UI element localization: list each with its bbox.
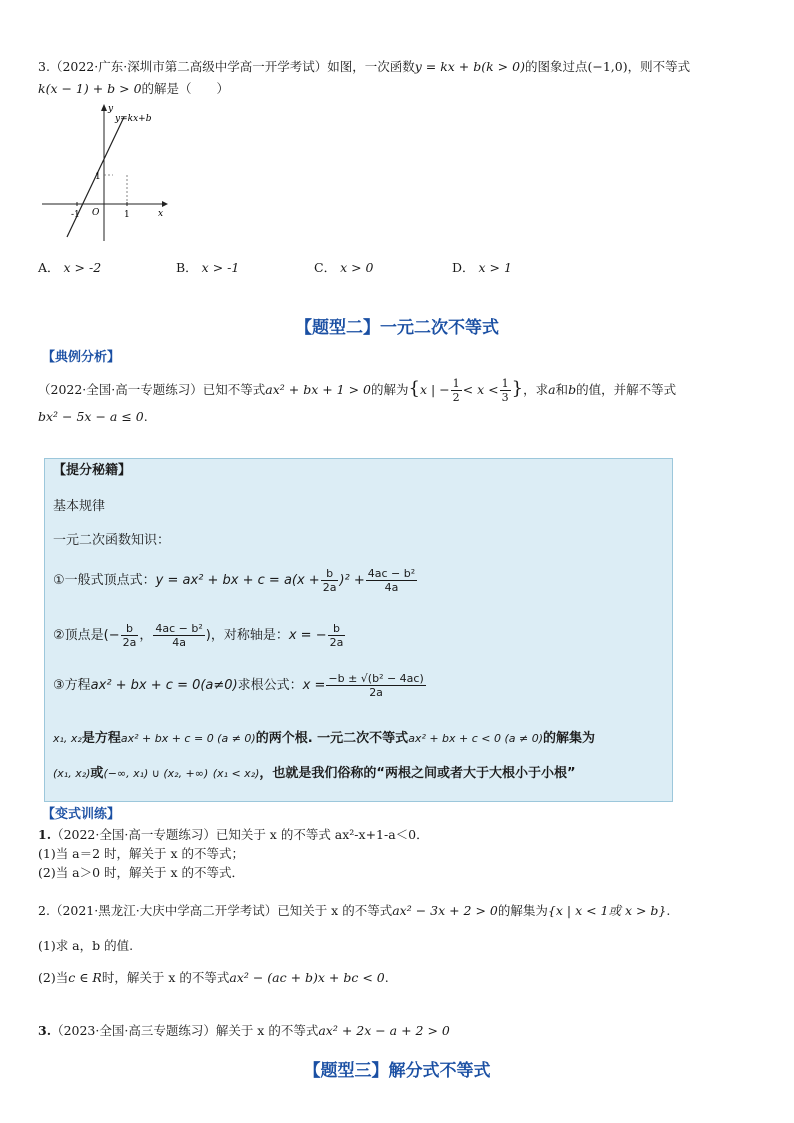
p2-s2-cond: c ∈ R [68,970,102,985]
option-c[interactable] [314,258,374,276]
q3-line1 [38,58,690,76]
tips-knowledge: 一元二次函数知识： [53,533,171,548]
p1-text: 已知关于 x 的不等式 ax²-x+1-a＜0． [215,827,429,842]
frac-den: 4a [384,581,399,594]
l1-expr: y = ax² + bx + c = a(x + [155,573,320,588]
frac-num: 4ac − b² [367,567,416,580]
example-text-b: 的解为 [371,382,409,397]
example-ineq2: bx² − 5x − a ≤ 0 [38,409,144,424]
p2-set2: (−∞, x₁) ∪ (x₂, +∞) [103,767,209,780]
practice-tag: 【变式训练】 [42,807,121,822]
p1-line [38,826,429,844]
tips-line3 [53,672,427,699]
var-b: b [568,382,577,397]
p2-line [38,902,670,920]
p2-number: 2. [38,903,50,918]
option-d-letter: D． [452,260,475,275]
p2-sub2 [38,969,389,987]
l1-mid: )² + [339,573,365,588]
l2-frac-h [328,622,346,649]
l3-mid: 求根公式： [237,678,303,693]
l2-comma: ， [139,628,153,643]
p3-number: 3. [38,1023,52,1038]
example-line2 [38,408,148,426]
l3-pre: ③方程 [53,678,91,693]
l1-frac-b [321,567,339,594]
tips-para1 [53,729,595,749]
q3-point: (−1,0) [587,59,628,74]
p2-s2-ineq: ax² − (ac + b)x + bc < 0 [229,970,385,985]
example-line1: （2022·全国·高一专题练习）已知不等式ax² + bx + 1 > 0的解为{x | − $\frac{1}{2}$ < x < $\frac{1}{3}$ }，求a和b的值，并解不等式 [38,377,677,404]
p1-roots: x₁, x₂ [53,732,82,745]
frac-den: 3 [501,391,509,404]
p3-source: （2023·全国·高三专题练习） [51,1023,216,1038]
q3-func: y = kx + b [414,59,482,74]
p1-eq: ax² + bx + c = 0 (a ≠ 0) [120,732,256,745]
fraction-half [451,377,462,404]
l3-x: x = [302,678,326,693]
q3-cond: (k > 0) [481,59,525,74]
l2-frac-g [153,622,204,649]
tips-line1 [53,567,418,594]
p2-set: {x | x < 1或 x > b} [547,903,667,918]
p1-sub1: (1)当 a＝2 时，解关于 x 的不等式； [38,846,245,861]
frac-den: 2a [369,686,383,699]
l2-mid: )，对称轴是： [205,628,289,643]
section-heading-2: 【题型二】一元二次不等式 [295,318,499,338]
q3-text-d: 的解是（ ） [141,81,230,96]
tips-para2 [53,764,576,784]
p1-b: 的两个根. 一元二次不等式 [255,731,409,746]
p1-source: （2022·全国·高一专题练习） [51,827,216,842]
frac-num: −b ± √(b² − 4ac) [328,672,424,685]
l2-pre: ②顶点是(− [53,628,120,643]
fraction-third [500,377,511,404]
option-b[interactable] [176,258,239,276]
frac-den: 2a [329,636,344,649]
option-d-text: x > 1 [478,260,512,275]
l3-eq: ax² + bx + c = 0(a≠0) [90,678,238,693]
example-text-d: 的值，并解不等式 [576,382,677,397]
q3-text-b: 的图象过点 [524,59,588,74]
q3-number: 3. [38,59,50,74]
p1-number: 1. [38,827,52,842]
function-graph [40,103,170,243]
example-text-c: ，求 [523,382,549,397]
q3-source: （2022·广东·深圳市第二高级中学高一开学考试） [49,59,328,74]
x-axis-arrow [162,201,168,207]
frac-num: b [121,622,139,636]
p3-ineq: ax² + 2x − a + 2 > 0 [318,1023,450,1038]
p1-sub2: (2)当 a＞0 时，解关于 x 的不等式． [38,865,245,880]
example-text-a: 已知不等式 [202,382,266,397]
tips-rule: 基本规律 [53,499,106,514]
option-d[interactable] [452,258,512,276]
p3-line [38,1022,450,1040]
frac-num: b [321,567,339,581]
p2-sub1: (1)求 a，b 的值. [38,938,134,953]
x-label: x [158,209,164,219]
tick-label-x-pos: 1 [124,210,130,220]
example-ineq: ax² + bx + 1 > 0 [265,382,372,397]
frac-den: 2a [322,581,337,594]
p2-ineq: ax² − 3x + 2 > 0 [392,903,498,918]
p2-set1: (x₁, x₂) [53,767,91,780]
tips-box [44,458,673,802]
l2-frac-b [121,622,139,649]
p1-a: 是方程 [81,731,121,746]
y-axis-arrow [101,104,107,111]
p2-text: ，也就是我们俗称的“两根之间或者大于大根小于小根” [259,766,576,781]
p2-end: . [666,903,671,918]
p2-text-a: 已知关于 x 的不等式 [277,903,393,918]
l1-frac-g [366,567,417,594]
p2-or: 或 [90,766,104,781]
option-b-text: x > -1 [201,260,240,275]
q3-text-c: ，则不等式 [627,59,691,74]
frac-num: 4ac − b² [155,622,203,635]
tick-label-x-neg: -1 [71,210,80,220]
example-he: 和 [555,382,569,397]
p2-s2-a: (2)当 [38,970,69,985]
p1-ineq: ax² + bx + c < 0 (a ≠ 0) [408,732,544,745]
frac-den: 2a [122,636,137,649]
example-source: （2022·全国·高一专题练习） [38,382,203,397]
option-b-letter: B． [176,260,198,275]
tips-line2 [53,622,346,649]
example-end: . [143,409,148,424]
example-set-mid: < x < [462,382,499,397]
option-c-text: x > 0 [340,260,374,275]
frac-den: 4a [172,636,186,649]
q3-ineq: k(x − 1) + b > 0 [38,81,142,96]
p1-c: 的解集为 [543,731,596,746]
option-c-letter: C． [314,260,337,275]
l2-x: x = − [288,628,327,643]
p2-s2-b: 时，解关于 x 的不等式 [101,970,230,985]
y-label: y [108,104,114,114]
frac-num: b [328,622,346,636]
q3-line2 [38,80,229,98]
tips-title: 【提分秘籍】 [53,463,132,478]
option-a-letter: A． [38,260,60,275]
option-a[interactable] [38,258,101,276]
p3-text: 解关于 x 的不等式 [215,1023,319,1038]
func-label: y=kx+b [115,114,152,124]
frac-den: 2 [452,391,460,404]
l3-frac-root [326,672,425,699]
l1-pre: ①一般式顶点式： [53,573,156,588]
frac-num: 1 [452,377,460,390]
frac-num: 1 [501,377,509,390]
p2-source: （2021·黑龙江·大庆中学高二开学考试） [49,903,278,918]
p2-text-b: 的解集为 [497,903,548,918]
example-set-pre: x | − [419,382,450,397]
tick-label-y: 1 [95,172,101,182]
q3-text: 如图，一次函数 [327,59,415,74]
section-heading-3: 【题型三】解分式不等式 [303,1061,491,1081]
origin-label: O [92,208,100,218]
p2-cond: (x₁ < x₂) [212,767,260,780]
p2-s2-end: . [384,970,389,985]
example-tag: 【典例分析】 [42,350,121,365]
var-a: a [548,382,556,397]
option-a-text: x > -2 [63,260,102,275]
